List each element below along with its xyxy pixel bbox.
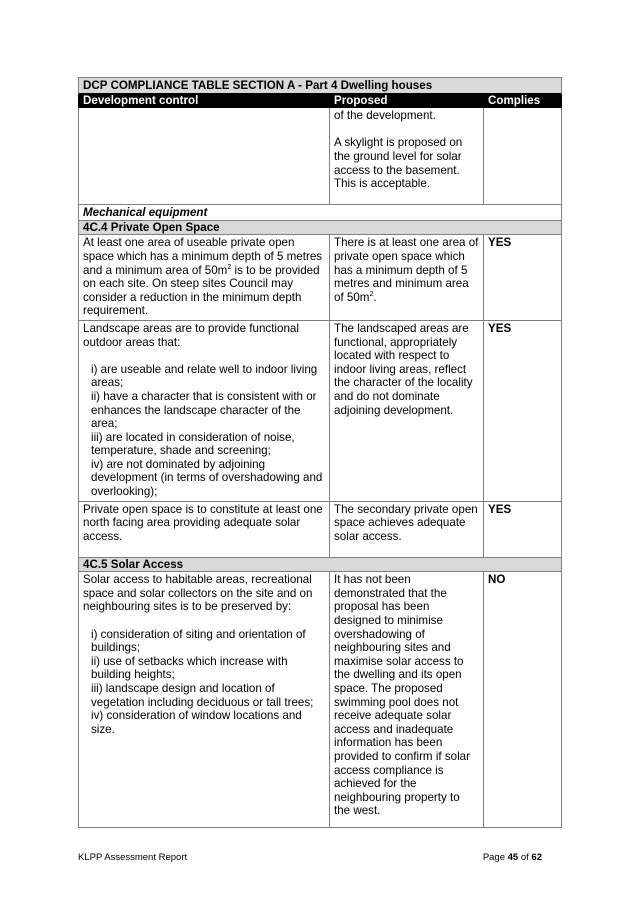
section-row xyxy=(79,557,562,572)
complies-value: NO xyxy=(484,572,562,828)
subheading-mechanical-equipment: Mechanical equipment xyxy=(79,205,562,221)
table-row xyxy=(79,501,562,557)
complies-value: YES xyxy=(484,320,562,501)
list-item: iv) consideration of window locations and size. xyxy=(91,709,302,736)
section-heading-solar-access: 4C.5 Solar Access xyxy=(79,557,562,572)
subheading-row xyxy=(79,205,562,221)
control-cell xyxy=(79,320,330,501)
table-row-continued xyxy=(79,108,562,205)
header-proposed: Proposed xyxy=(330,93,484,108)
table-title: DCP COMPLIANCE TABLE SECTION A - Part 4 Dwelling houses xyxy=(79,78,562,94)
control-cell xyxy=(79,572,330,828)
complies-value: YES xyxy=(484,501,562,557)
proposed-cell xyxy=(330,235,484,321)
control-text: Solar access to habitable areas, recreational space and solar collectors on the site and on neighbouring sites is to be preserved by: xyxy=(83,573,313,614)
proposed-text: . xyxy=(373,290,377,304)
footer-page-number xyxy=(483,852,542,864)
footer-report-name: KLPP Assessment Report xyxy=(78,852,188,863)
complies-cell xyxy=(484,108,562,205)
proposed-cell: The secondary private open space achieves adequate solar access. xyxy=(330,501,484,557)
complies-value: YES xyxy=(484,235,562,321)
header-development-control: Development control xyxy=(79,93,330,108)
proposed-cell: The landscaped areas are functional, appropriately located with respect to indoor living areas, reflect the character of the locality and do not dominate adjoining development. xyxy=(330,320,484,501)
page-prefix: Page xyxy=(482,852,508,863)
table-header-row xyxy=(79,93,562,108)
table-row xyxy=(79,235,562,321)
proposed-cell: It has not been demonstrated that the proposal has been designed to minimise overshadowing of neighbouring sites and maximise solar access to the dwelling and its open space. The proposed swimming pool does not receive adequate solar access and inadequate information has been provided to confirm if solar access compliance is achieved for the neighbouring property to the west. xyxy=(330,572,484,828)
list-item: iii) landscape design and location of vegetation including deciduous or tall trees; xyxy=(91,682,314,709)
control-text: is to be provided on each site. On steep sites Council may consider a reduction in the minimum depth requirement. xyxy=(83,263,320,318)
section-heading-private-open-space: 4C.4 Private Open Space xyxy=(79,220,562,235)
control-list xyxy=(83,628,325,737)
list-item: i) are useable and relate well to indoor living areas; xyxy=(91,362,318,390)
list-item: iv) are not dominated by adjoining development (in terms of overshadowing and overlooking); xyxy=(91,457,323,499)
list-item: i) consideration of siting and orientation of buildings; xyxy=(91,627,306,655)
proposed-text: of the development. xyxy=(334,109,436,123)
proposed-text: There is at least one area of private open space which has a minimum depth of 5 metres and minimum area of 50m xyxy=(334,236,479,304)
proposed-cell xyxy=(330,108,484,205)
table-title-row xyxy=(79,78,562,94)
total-pages: 62 xyxy=(531,852,542,863)
section-row xyxy=(79,220,562,235)
page-of: of xyxy=(518,852,532,863)
control-cell xyxy=(79,108,330,205)
control-text: At least one area of useable private open space which has a minimum depth of 5 metres and a minimum area of 50m xyxy=(83,236,323,277)
proposed-text: A skylight is proposed on the ground level for solar access to the basement. This is acceptable. xyxy=(334,136,463,191)
control-cell: Private open space is to constitute at least one north facing area providing adequate solar access. xyxy=(79,501,330,557)
list-item: iii) are located in consideration of noise, temperature, shade and screening; xyxy=(91,430,295,458)
current-page: 45 xyxy=(507,852,519,863)
control-list xyxy=(83,363,325,499)
control-cell xyxy=(79,235,330,321)
header-complies: Complies xyxy=(484,93,562,108)
superscript: 2 xyxy=(227,263,232,271)
control-text: Landscape areas are to provide functional outdoor areas that: xyxy=(83,321,299,349)
dcp-compliance-table xyxy=(78,77,562,828)
table-row xyxy=(79,572,562,828)
list-item: ii) use of setbacks which increase with building heights; xyxy=(91,654,288,682)
table-row xyxy=(79,320,562,501)
superscript: 2 xyxy=(369,290,374,298)
list-item: ii) have a character that is consistent with or enhances the landscape character of the area; xyxy=(91,389,317,431)
